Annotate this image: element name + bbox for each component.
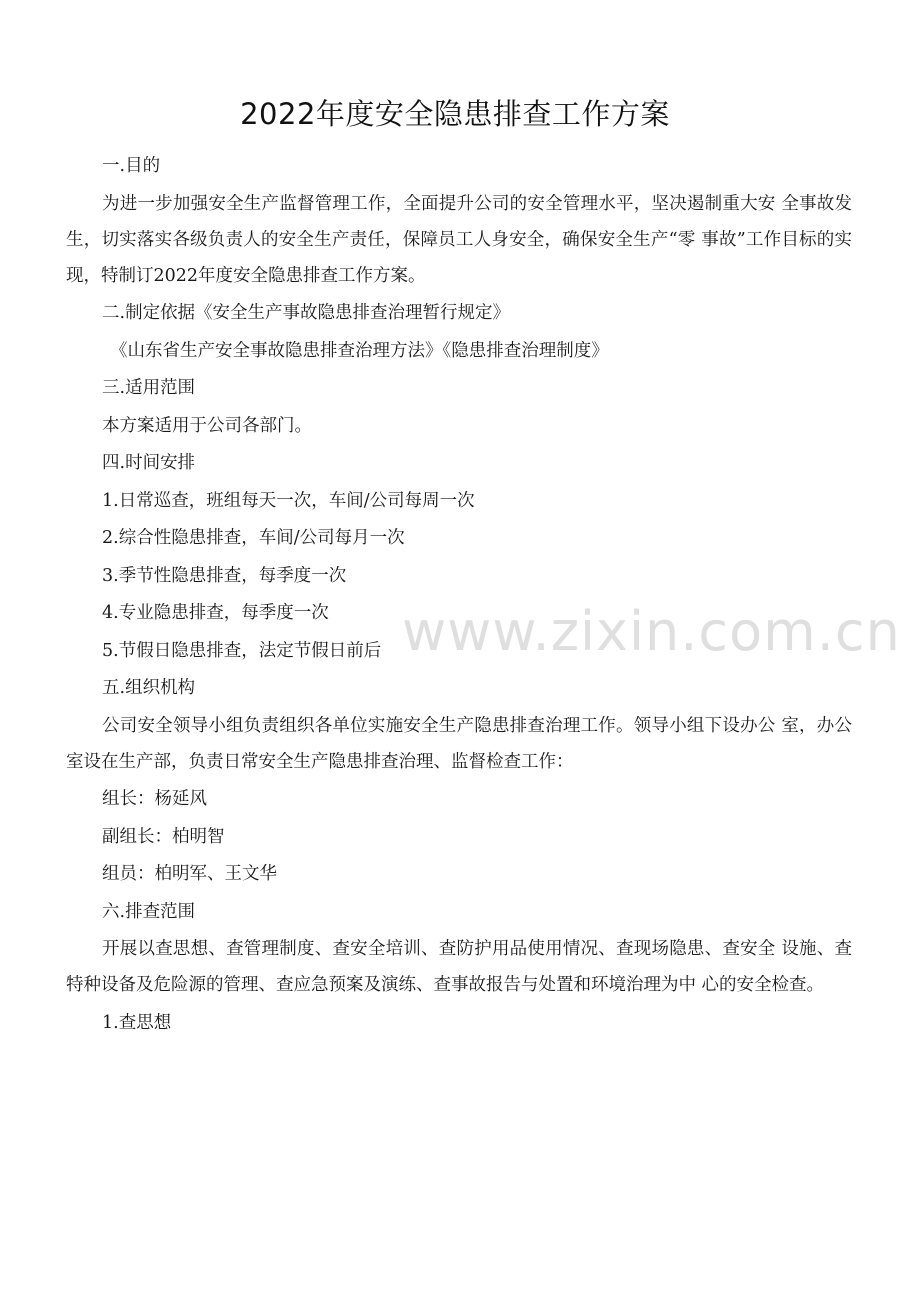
scope-paragraph: 本方案适用于公司各部门。 [102, 415, 312, 436]
inspection-scope-paragraph: 开展以查思想、查管理制度、查安全培训、查防护用品使用情况、查现场隐患、查安全 设施、查特种设备及危险源的管理、查应急预案及演练、查事故报告与处置和环境治理为中 心的安全检查。 [66, 939, 852, 995]
organization-paragraph: 公司安全领导小组负责组织各单位实施安全生产隐患排查治理工作。领导小组下设办公 室，办公室设在生产部，负责日常安全生产隐患排查治理、监督检查工作： [66, 715, 852, 772]
document-body [66, 148, 852, 1042]
heading-schedule: 四.时间安排 [102, 453, 196, 473]
schedule-item: 5.节假日隐患排查，法定节假日前后 [102, 640, 382, 661]
document-title: 2022年度安全隐患排查工作方案 [240, 97, 670, 131]
schedule-item: 2.综合性隐患排查，车间/公司每月一次 [102, 528, 405, 548]
heading-purpose: 一.目的 [102, 156, 161, 176]
basis-references: 《山东省生产安全事故隐患排查治理方法》《隐患排查治理制度》 [110, 340, 609, 361]
purpose-paragraph: 为进一步加强安全生产监督管理工作，全面提升公司的安全管理水平，坚决遏制重大安 全事故发生，切实落实各级负责人的安全生产责任，保障员工人身安全，确保安全生产“零 事故”工作目标的实现，特制订2022年度安全隐患排查工作方案。 [66, 193, 852, 286]
team-members: 组员：柏明军、王文华 [102, 864, 277, 884]
heading-scope: 三.适用范围 [102, 378, 196, 398]
team-leader: 组长：杨延风 [102, 789, 207, 809]
heading-inspection-scope: 六.排查范围 [102, 901, 196, 922]
schedule-item: 4.专业隐患排查，每季度一次 [102, 603, 329, 623]
schedule-item: 3.季节性隐患排查，每季度一次 [102, 565, 347, 586]
site-watermark: www.zixin.com.cn [402, 600, 901, 663]
heading-basis: 二.制定依据《安全生产事故隐患排查治理暂行规定》 [102, 303, 511, 323]
heading-organization: 五.组织机构 [102, 678, 196, 698]
deputy-leader: 副组长：柏明智 [102, 826, 225, 847]
schedule-item: 1.日常巡查，班组每天一次，车间/公司每周一次 [102, 490, 475, 511]
inspection-item: 1.查思想 [102, 1012, 172, 1033]
